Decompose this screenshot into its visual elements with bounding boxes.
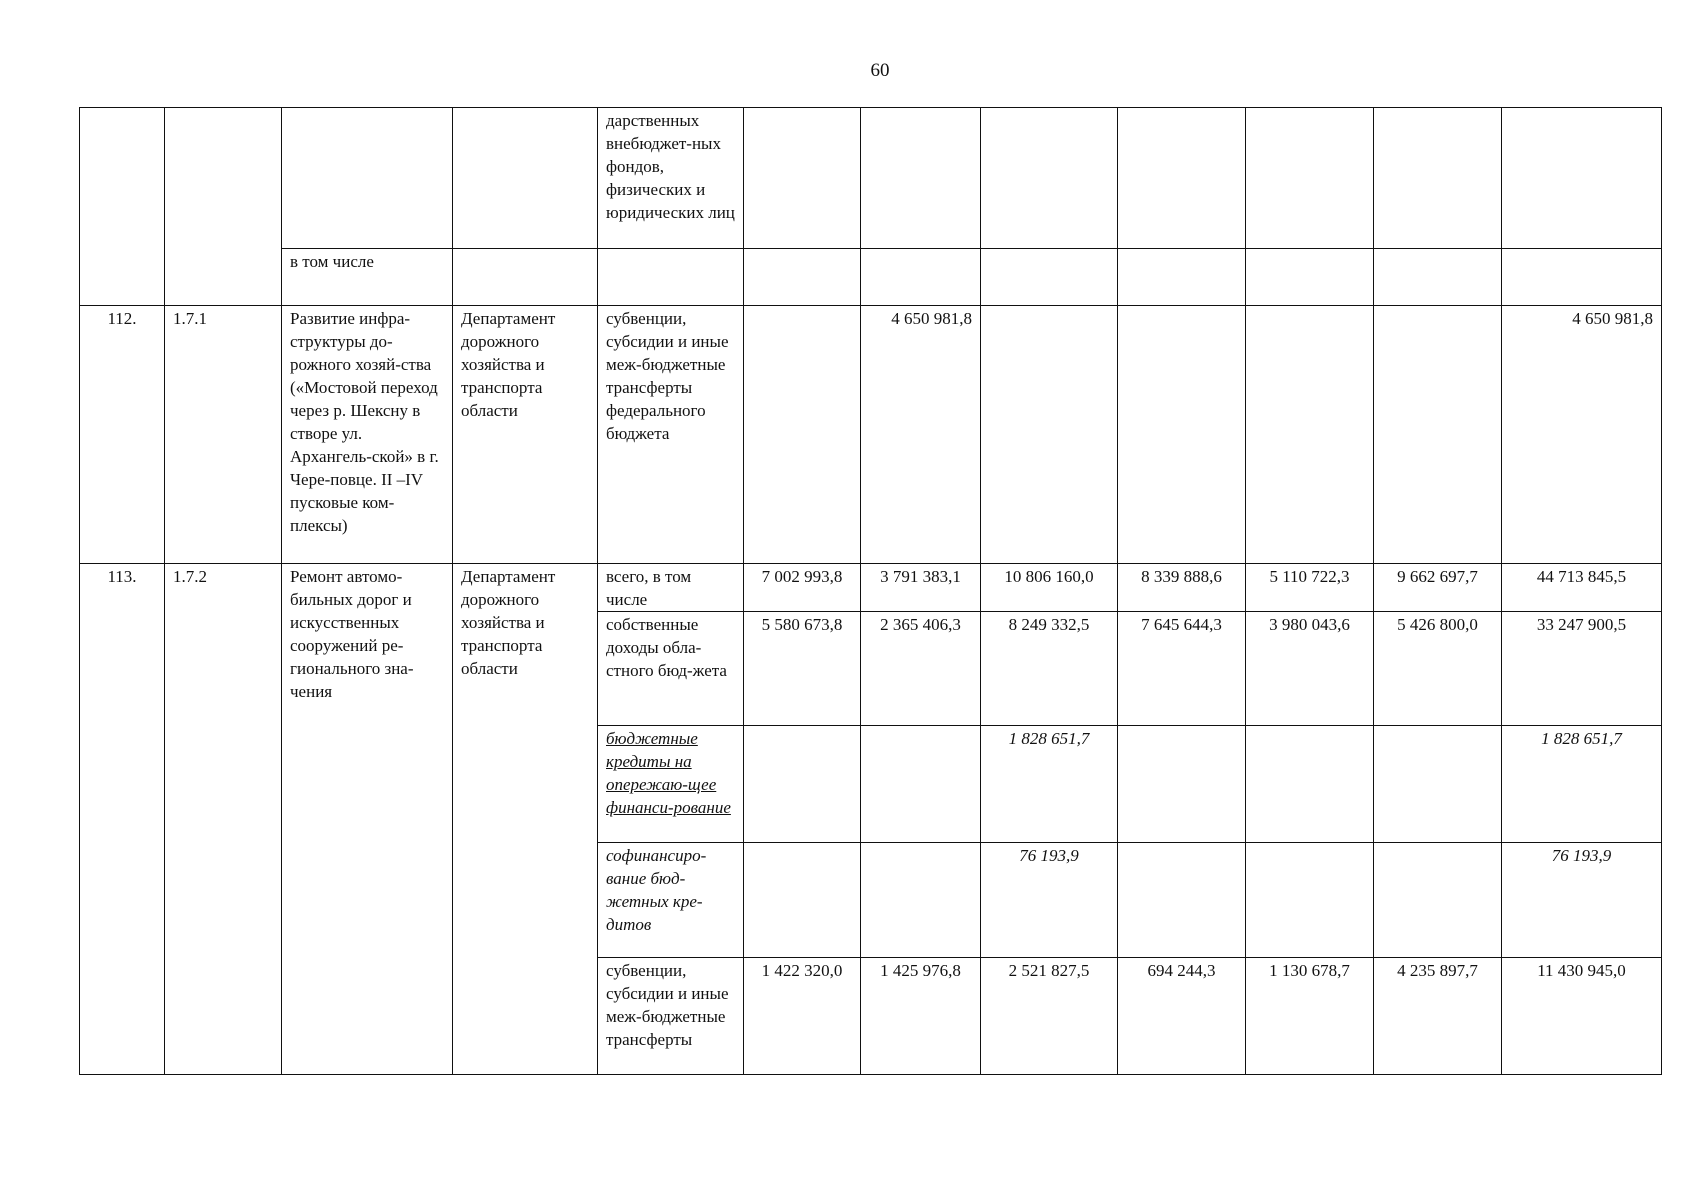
cell-value [1118,843,1246,958]
cell-value: 2 365 406,3 [861,612,981,726]
cell-value: 76 193,9 [1502,843,1662,958]
cell-value [1374,306,1502,564]
cell-value [1374,108,1502,249]
cell-executor [453,249,598,306]
cell-value: 9 662 697,7 [1374,564,1502,612]
cell-value [861,726,981,843]
cell-value: 4 650 981,8 [861,306,981,564]
cell-value [744,843,861,958]
cell-executor [453,108,598,249]
cell-value: 5 580 673,8 [744,612,861,726]
cell-value [1246,843,1374,958]
cell-value: 7 002 993,8 [744,564,861,612]
cell-value: 76 193,9 [981,843,1118,958]
cell-source: всего, в том числе [598,564,744,612]
cell-value [861,108,981,249]
cell-source: субвенции, субсидии и иные меж-бюджетные трансферты федерального бюджета [598,306,744,564]
cell-value: 8 339 888,6 [1118,564,1246,612]
table-row [80,306,1662,564]
cell-value [744,726,861,843]
cell-value: 1 828 651,7 [981,726,1118,843]
cell-value: 10 806 160,0 [981,564,1118,612]
cell-source: софинансиро-вание бюд-жетных кре-дитов [598,843,744,958]
budget-table [79,107,1662,1075]
cell-num: 113. [80,564,165,1075]
cell-value [1374,843,1502,958]
cell-value [744,249,861,306]
cell-value [1246,249,1374,306]
cell-value [1246,108,1374,249]
cell-value [1374,249,1502,306]
cell-value [981,108,1118,249]
cell-value: 1 130 678,7 [1246,958,1374,1075]
table-row [80,249,1662,306]
cell-source [598,249,744,306]
cell-value [1246,726,1374,843]
cell-executor: Департамент дорожного хозяйства и транспорта области [453,306,598,564]
cell-value: 33 247 900,5 [1502,612,1662,726]
cell-value: 694 244,3 [1118,958,1246,1075]
cell-code: 1.7.2 [165,564,282,1075]
cell-value: 1 425 976,8 [861,958,981,1075]
cell-name: Развитие инфра-структуры до-рожного хозяй-ства («Мостовой переход через р. Шексну в створе ул. Архангель-ской» в г. Чере-повце. II –IV пусковые ком-плексы) [282,306,453,564]
cell-value [861,249,981,306]
cell-name: Ремонт автомо-бильных дорог и искусственных сооружений ре-гионального зна-чения [282,564,453,1075]
cell-value [1502,108,1662,249]
cell-value: 7 645 644,3 [1118,612,1246,726]
cell-value: 3 980 043,6 [1246,612,1374,726]
cell-value [981,306,1118,564]
cell-value: 4 235 897,7 [1374,958,1502,1075]
cell-value [1374,726,1502,843]
cell-value: 8 249 332,5 [981,612,1118,726]
cell-value [1246,306,1374,564]
cell-value: 4 650 981,8 [1502,306,1662,564]
cell-code: 1.7.1 [165,306,282,564]
cell-value: 2 521 827,5 [981,958,1118,1075]
cell-value [744,306,861,564]
cell-value [1118,306,1246,564]
cell-source: собственные доходы обла-стного бюд-жета [598,612,744,726]
cell-value: 3 791 383,1 [861,564,981,612]
cell-value: 1 422 320,0 [744,958,861,1075]
cell-value [1118,726,1246,843]
cell-value: 11 430 945,0 [1502,958,1662,1075]
cell-value: 1 828 651,7 [1502,726,1662,843]
cell-name: в том числе [282,249,453,306]
table-row [80,108,1662,249]
cell-value [1118,108,1246,249]
cell-name [282,108,453,249]
cell-source-text: бюджетные кредиты на опережаю-щее финанси-рование [606,729,731,817]
cell-num [80,108,165,306]
cell-source [598,726,744,843]
cell-value [1118,249,1246,306]
page-number: 60 [870,60,890,81]
cell-code [165,108,282,306]
cell-value [744,108,861,249]
cell-value [981,249,1118,306]
cell-source: дарственных внебюджет-ных фондов, физических и юридических лиц [598,108,744,249]
cell-value: 5 110 722,3 [1246,564,1374,612]
cell-value: 44 713 845,5 [1502,564,1662,612]
cell-value [861,843,981,958]
cell-num: 112. [80,306,165,564]
table-row [80,564,1662,612]
cell-value [1502,249,1662,306]
cell-value: 5 426 800,0 [1374,612,1502,726]
cell-source: субвенции, субсидии и иные меж-бюджетные трансферты [598,958,744,1075]
cell-executor: Департамент дорожного хозяйства и транспорта области [453,564,598,1075]
